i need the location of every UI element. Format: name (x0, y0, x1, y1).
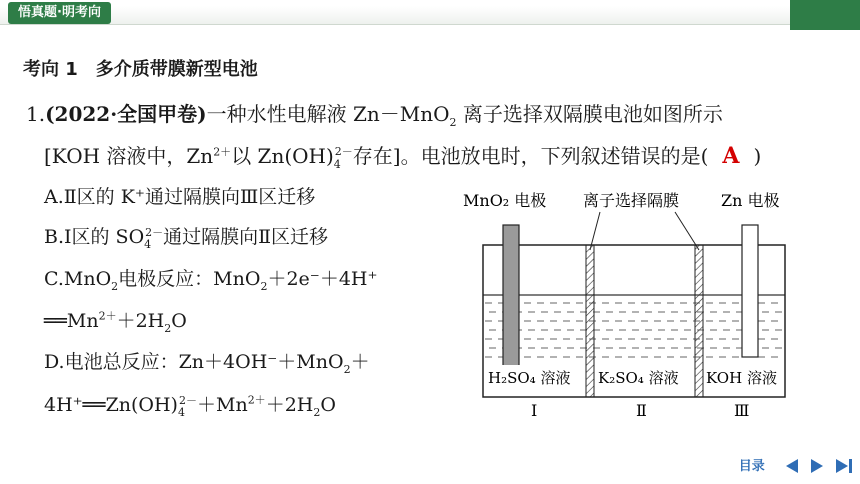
option-c-line2 (44, 306, 187, 335)
optc-sub: 2 (111, 279, 119, 293)
optd-l2-b: ＋Mn (196, 394, 248, 416)
section-title (23, 55, 276, 81)
optd-l2-sub2: 2 (313, 405, 321, 419)
optd-l2-a: 4H⁺══Zn(OH) (44, 394, 178, 416)
optb-sup: 2－ (145, 225, 164, 239)
optd-b: ＋ (350, 351, 370, 373)
zone3-numeral: Ⅲ (734, 401, 750, 420)
label-mno2-electrode: MnO₂ 电极 (463, 191, 547, 210)
optd-a: D.电池总反应：Zn＋4OH⁻＋MnO (44, 351, 344, 373)
stem-l2-b: 以 Zn(OH) (231, 144, 334, 168)
zone2-solution: K₂SO₄ 溶液 (598, 369, 679, 387)
prev-arrow-icon[interactable] (786, 459, 798, 473)
stem-l2-sup2: 2－ (334, 145, 353, 159)
zone1-numeral: Ⅰ (531, 401, 538, 420)
toc-link[interactable]: 目录 (738, 459, 765, 474)
option-a: A.Ⅱ区的 K⁺通过隔膜向Ⅲ区迁移 (44, 186, 316, 208)
optc-c: ＋2e⁻＋4H⁺ (267, 268, 378, 290)
option-b (44, 222, 328, 251)
membrane-left (586, 245, 594, 397)
optb-b: 通过隔膜向Ⅱ区迁移 (163, 226, 329, 248)
last-page-icon[interactable] (836, 459, 848, 473)
mno2-electrode (503, 225, 519, 373)
optc-sub2: 2 (260, 279, 268, 293)
stem-sub: 2 (449, 116, 457, 129)
question-source: (2022·全国甲卷) (45, 102, 207, 126)
optd-sub: 2 (343, 362, 351, 376)
option-c (44, 264, 378, 293)
optc-a: C.MnO (44, 268, 112, 290)
stem-l2-c: 存在]。电池放电时，下列叙述错误的是( (352, 144, 709, 168)
answer-mark: A (722, 143, 740, 169)
optc-l2-a: ══Mn (44, 310, 99, 332)
stem-l2-sup: 2＋ (213, 145, 232, 159)
optb-sub: 4 (144, 237, 152, 251)
optd-l2-c: ＋2H (265, 394, 314, 416)
header-accent (790, 0, 860, 30)
optd-l2-d: O (320, 394, 336, 416)
optc-l2-b: ＋2H (116, 310, 165, 332)
header-background (0, 6, 860, 25)
question-stem-line1 (26, 98, 723, 129)
zone2-numeral: Ⅱ (636, 401, 647, 420)
question-stem-line2 (44, 140, 761, 171)
optc-b: 电极反应：MnO (118, 268, 261, 290)
zn-electrode (742, 225, 758, 357)
battery-diagram (455, 185, 815, 425)
last-page-bar (849, 459, 852, 473)
membrane-right (695, 245, 703, 397)
optd-l2-sup: 2－ (178, 393, 197, 407)
title-part1: 考向 1 (23, 59, 78, 80)
zone3-solution: KOH 溶液 (706, 369, 777, 387)
stem-text: 一种水性电解液 Zn－MnO (206, 102, 450, 126)
next-arrow-icon[interactable] (811, 459, 823, 473)
zone1-solution: H₂SO₄ 溶液 (488, 369, 571, 387)
optc-l2-sup: 2＋ (98, 309, 117, 323)
option-d (44, 347, 370, 376)
label-membrane: 离子选择隔膜 (583, 191, 680, 210)
stem-l2-a: [KOH 溶液中，Zn (44, 144, 214, 168)
label-zn-electrode: Zn 电极 (721, 191, 780, 210)
title-part2: 多介质带膜新型电池 (95, 59, 258, 80)
stem-l2-sub: 4 (333, 158, 341, 171)
stem-close: ) (753, 144, 762, 168)
slide-navigation (739, 455, 852, 474)
optd-l2-sup2: 2＋ (247, 393, 266, 407)
optd-l2-sub: 4 (177, 405, 185, 419)
question-number: 1. (26, 102, 46, 126)
section-tag: 悟真题·明考向 (8, 2, 111, 24)
optc-l2-c: O (171, 310, 187, 332)
optb-a: B.Ⅰ区的 SO (44, 226, 145, 248)
option-d-line2 (44, 390, 336, 419)
header-bar (0, 0, 860, 30)
optc-l2-sub: 2 (164, 321, 172, 335)
stem-tail: 离子选择双隔膜电池如图所示 (456, 102, 723, 126)
